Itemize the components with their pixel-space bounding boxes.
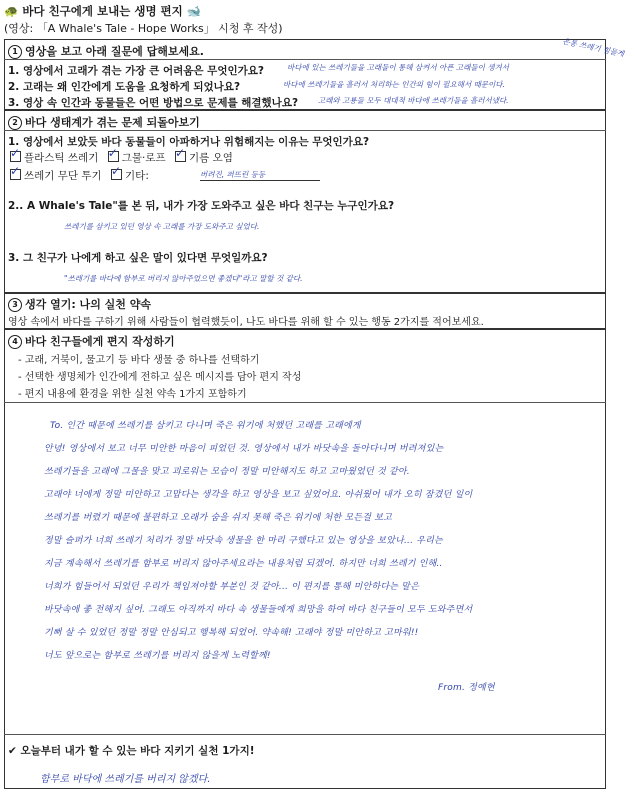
- section-3-heading: 3 생각 열기: 나의 실천 약속: [8, 296, 151, 312]
- letter-line: 너희가 힘들어서 되었던 우리가 책임져야할 부분인 것 같아... 이 편지를 통해 미안하다는 말은: [44, 582, 419, 592]
- section-2-answer-3: "쓰레기를 바다에 함부로 버리지 않아주었으면 좋겠다"라고 말할 것 같다.: [64, 274, 303, 283]
- letter-line: 정말 슬퍼가 너희 쓰레기 처리가 정말 바닷속 생물을 한 마리 구했다고 있는 영상을 보았나... 우리는: [44, 536, 443, 546]
- checkbox-net[interactable]: [108, 151, 119, 162]
- divider: [4, 130, 606, 131]
- instruction-item: - 고래, 거북이, 물고기 등 바다 생물 중 하나를 선택하기: [18, 355, 260, 366]
- number-3-icon: 3: [8, 298, 22, 312]
- checkbox-other[interactable]: [111, 169, 122, 180]
- letter-line: 지금 계속해서 쓰레기를 함부로 버리지 않아주세요라는 내용처럼 되겠어. 하지만 너희 쓰레기 인해..: [44, 559, 443, 569]
- section-4-heading: 4 바다 친구들에게 편지 작성하기: [8, 333, 175, 349]
- letter-line: To. 인간 때문에 쓰레기를 삼키고 다니며 죽은 위기에 처했던 고래를 고래에게: [50, 421, 361, 431]
- section-1-answer-2: 바다에 쓰레기들을 흘러서 처리하는 인간의 힘이 필요해서 때문이다.: [283, 80, 505, 89]
- final-answer: 함부로 바닥에 쓰레기를 버리지 않겠다.: [40, 774, 211, 785]
- turtle-icon: 🐢: [4, 4, 19, 18]
- page-subtitle: (영상: 「A Whale's Tale - Hope Works」 시청 후 작성): [4, 22, 283, 35]
- letter-line: 고래야 너에게 정말 미안하고 고맙다는 생각을 하고 영상을 보고 싶었어요. 아쉬웠어 내가 오히 잠겼던 일이: [44, 490, 473, 500]
- instruction-item: - 선택한 생명체가 인간에게 전하고 싶은 메시지를 담아 편지 작성: [18, 372, 302, 383]
- divider: [4, 59, 606, 60]
- number-2-icon: 2: [8, 116, 22, 130]
- instruction-item: - 편지 내용에 환경을 위한 실천 약속 1가지 포함하기: [18, 389, 247, 400]
- divider: [4, 402, 606, 403]
- checkbox-plastic[interactable]: [10, 151, 21, 162]
- number-1-icon: 1: [8, 45, 22, 59]
- page-title: [4, 3, 201, 19]
- letter-line: 쓰레기들을 고래에 그물을 맞고 괴로워는 모습이 정말 미안해지도 하고 고마웠었던 것 같아.: [44, 467, 410, 477]
- letter-line: 바닷속에 좋 전해지 싶어. 그래도 아직까지 바다 속 생물들에게 희망을 하여 바다 친구들이 모두 도와주면서: [44, 605, 473, 615]
- checkbox-row-2: ✓쓰레기 무단 투기 ✓ 기타:: [10, 168, 149, 183]
- section-1-heading: 1 영상을 보고 아래 질문에 답해보세요.: [8, 43, 204, 59]
- section-2-question-3: 3. 그 친구가 나에게 하고 싶은 말이 있다면 무엇일까요?: [8, 252, 268, 264]
- margin-note: 온통 쓰레기 힘들게: [561, 36, 625, 59]
- page-title-text: 바다 친구에게 보내는 생명 편지: [22, 4, 183, 18]
- checkbox-oil[interactable]: [175, 151, 186, 162]
- section-2-heading: 2 바다 생태계가 겪는 문제 되돌아보기: [8, 114, 200, 130]
- section-1-question-2: 2. 고래는 왜 인간에게 도움을 요청하게 되었나요?: [8, 81, 241, 93]
- other-reason: 버려진, 퍼뜨린 등등: [200, 169, 320, 181]
- letter-line: 기뻐 살 수 있었던 정말 정말 안심되고 행복해 되었어. 약속해! 고래야 정말 미안하고 고마워!!: [44, 628, 419, 638]
- section-2-question-1: 1. 영상에서 보았듯 바다 동물들이 아파하거나 위험해지는 이유는 무엇인가요?: [8, 136, 370, 148]
- section-2-answer-2: 쓰레기를 삼키고 있던 영상 속 고래를 가장 도와주고 싶었다.: [64, 222, 260, 231]
- number-4-icon: 4: [8, 335, 22, 349]
- section-2-question-2: 2.. A Whale's Tale"를 본 뒤, 내가 가장 도와주고 싶은 바다 친구는 누구인가요?: [8, 200, 395, 212]
- letter-signature: From. 정예현: [438, 683, 495, 693]
- section-1-answer-1: 바다에 있는 쓰레기들을 고래들이 통해 삼켜서 아픈 고래들이 생겨서: [287, 63, 509, 72]
- checkbox-dumping[interactable]: [10, 169, 21, 180]
- checkbox-row-1: ✓플라스틱 쓰레기 ✓ 그물·로프 ✓ 기름 오염: [10, 150, 233, 165]
- section-1-question-1: 1. 영상에서 고래가 겪는 가장 큰 어려움은 무엇인가요?: [8, 65, 264, 77]
- final-heading: ✔ 오늘부터 내가 할 수 있는 바다 지키기 실천 1가지!: [8, 745, 255, 757]
- section-1-question-3: 3. 영상 속 인간과 동물들은 어떤 방법으로 문제를 해결했나요?: [8, 97, 299, 109]
- section-3-body: 영상 속에서 바다를 구하기 위해 사람들이 협력했듯이, 나도 바다를 위해 할 수 있는 행동 2가지를 적어보세요.: [8, 317, 484, 328]
- letter-line: 쓰레기를 버렸기 때문에 불편하고 오래가 숨을 쉬지 못해 죽은 위기에 처한 모든걸 보고: [44, 513, 393, 523]
- section-1-answer-3: 고래와 고룡들 모두 대대적 바다에 쓰레기들을 흘러서냈다.: [318, 96, 509, 105]
- whale-icon: 🐋: [186, 4, 202, 18]
- letter-line: 안녕! 영상에서 보고 너무 미안한 마음이 피었던 것. 영상에서 내가 바닷속을 돌아다니며 버려져있는: [44, 444, 444, 454]
- divider: [4, 734, 606, 735]
- letter-line: 너도 앞으로는 함부로 쓰레기를 버리지 않을게 노력할께!: [44, 651, 271, 661]
